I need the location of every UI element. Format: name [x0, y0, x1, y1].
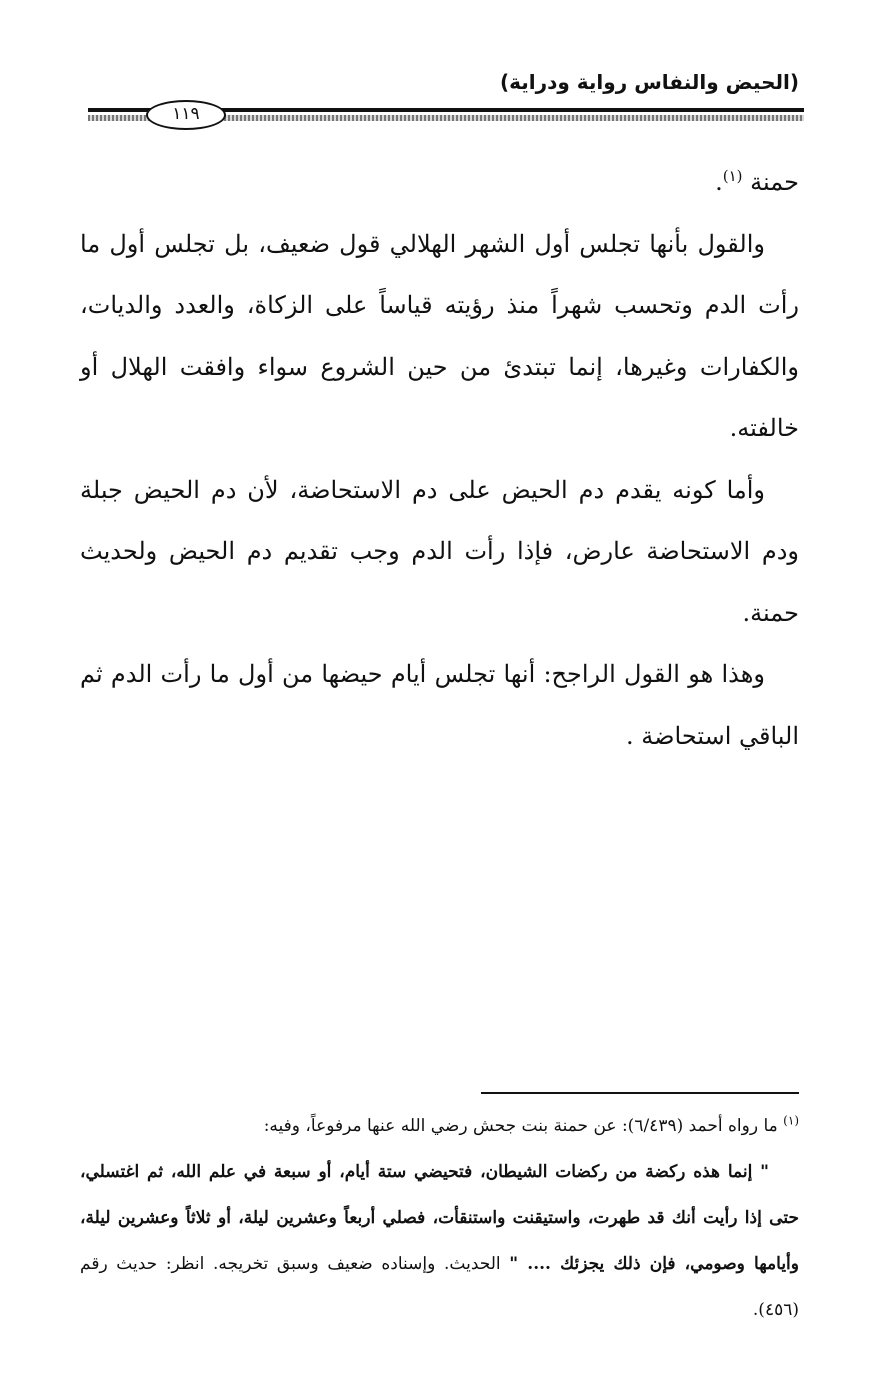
page-number-badge: ١١٩ — [146, 100, 226, 130]
footnote-reference: (١) — [722, 167, 743, 185]
footnote-hadith-text: " إنما هذه ركضة من ركضات الشيطان، فتحيضي ستة أيام، أو سبعة في علم الله، ثم اغتسلي، حتى إذا رأيت أنك قد طهرت، واستيقنت واستنقأت، فصلي أربعاً وعشرين ليلة، أو ثلاثاً وعشرين ليلة، وأيامها وصومي، فإن ذلك يجزئك .... " — [80, 1162, 799, 1274]
footnote-intro-line — [80, 1103, 799, 1149]
footnote-hadith-paragraph — [80, 1149, 799, 1333]
continuation-end: . — [715, 168, 723, 196]
paragraph-3: وهذا هو القول الراجح: أنها تجلس أيام حيضها من أول ما رأت الدم ثم الباقي استحاضة . — [80, 660, 799, 750]
running-header-title: (الحيض والنفاس رواية ودراية) — [499, 70, 799, 94]
continuation-text: حمنة — [750, 168, 799, 196]
footnote-source-note: الحديث. وإسناده ضعيف وسبق تخريجه. انظر: حديث رقم (٤٥٦). — [80, 1254, 799, 1320]
continuation-line — [80, 152, 799, 214]
main-text — [80, 152, 799, 767]
paragraph-1: والقول بأنها تجلس أول الشهر الهلالي قول ضعيف، بل تجلس أول ما رأت الدم وتحسب شهراً منذ رؤيته قياساً على الزكاة، والعدد والديات، والكفارات وغيرها، إنما تبتدئ من حين الشروع سواء وافقت الهلال أو خالفته. — [80, 229, 799, 442]
footnote-marker: (١) — [783, 1113, 799, 1128]
footnote-separator — [481, 1092, 799, 1094]
paragraph-2: وأما كونه يقدم دم الحيض على دم الاستحاضة، لأن دم الحيض جبلة ودم الاستحاضة عارض، فإذا رأت الدم وجب تقديم دم الحيض ولحديث حمنة. — [80, 475, 800, 627]
footnotes — [80, 1103, 799, 1333]
footnote-intro: ما رواه أحمد (٦/٤٣٩): عن حمنة بنت جحش رضي الله عنها مرفوعاً، وفيه: — [263, 1116, 778, 1136]
